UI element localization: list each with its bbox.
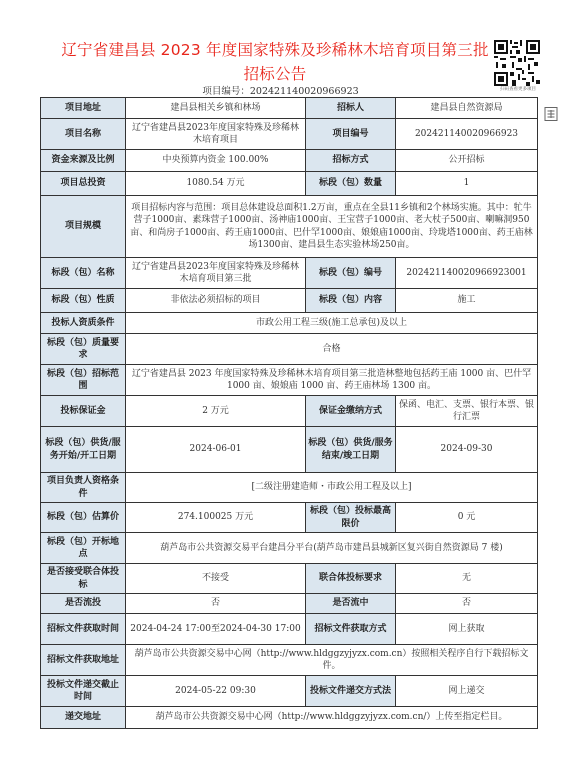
tenderer-label: 招标人 — [306, 98, 396, 119]
manager-value: [二级注册建造师・市政公用工程及以上] — [126, 473, 538, 503]
submit-method-value: 网上递交 — [396, 676, 538, 707]
ceiling-label: 标段（包）投标最高限价 — [306, 503, 396, 533]
range-label: 标段（包）招标范围 — [41, 365, 126, 396]
fund-label: 资金来源及比例 — [41, 150, 126, 172]
project-name-label: 项目名称 — [41, 119, 126, 150]
table-row — [41, 564, 538, 594]
estimate-value: 274.100025 万元 — [126, 503, 306, 533]
project-number: 202421140020966923 — [249, 86, 359, 97]
table-row — [41, 365, 538, 396]
submit-address-label: 递交地址 — [41, 707, 126, 729]
location-value: 建昌县相关乡镇和林场 — [126, 98, 306, 119]
start-date-label: 标段（包）供货/服务开始/开工日期 — [41, 427, 126, 473]
project-code-value: 202421140020966923 — [396, 119, 538, 150]
tenderer-value: 建昌县自然资源局 — [396, 98, 538, 119]
lot-name-value: 辽宁省建昌县2023年度国家特殊及珍稀林木培育项目第三批 — [126, 258, 306, 289]
method-label: 招标方式 — [306, 150, 396, 172]
table-row — [41, 473, 538, 503]
failed-award-value: 否 — [396, 594, 538, 614]
table-row — [41, 334, 538, 365]
scale-label: 项目规模 — [41, 196, 126, 258]
table-row — [41, 172, 538, 196]
opening-place-value: 葫芦岛市公共资源交易平台建昌分平台(葫芦岛市建昌县城新区复兴街自然资源局 7 楼) — [126, 533, 538, 564]
end-date-value: 2024-09-30 — [396, 427, 538, 473]
lot-nature-value: 非依法必须招标的项目 — [126, 289, 306, 313]
project-number-line — [0, 83, 561, 97]
page-title: 辽宁省建昌县 2023 年度国家特殊及珍稀林木培育项目第三批招标公告 — [61, 41, 489, 83]
deadline-label: 投标文件递交截止时间 — [41, 676, 126, 707]
end-date-label: 标段（包）供货/服务结束/竣工日期 — [306, 427, 396, 473]
doc-method-label: 招标文件获取方式 — [306, 614, 396, 645]
method-value: 公开招标 — [396, 150, 538, 172]
project-number-label: 项目编号： — [202, 86, 250, 97]
lot-count-label: 标段（包）数量 — [306, 172, 396, 196]
table-row — [41, 594, 538, 614]
failed-bid-value: 否 — [126, 594, 306, 614]
qualification-value: 市政公用工程三级(施工总承包)及以上 — [126, 313, 538, 334]
quality-label: 标段（包）质量要求 — [41, 334, 126, 365]
failed-bid-label: 是否流投 — [41, 594, 126, 614]
estimate-label: 标段（包）估算价 — [41, 503, 126, 533]
lot-content-value: 施工 — [396, 289, 538, 313]
table-row — [41, 676, 538, 707]
qr-caption: 扫码查看更多项目 — [500, 87, 536, 92]
deposit-value: 2 万元 — [126, 396, 306, 427]
deposit-label: 投标保证金 — [41, 396, 126, 427]
tender-info-table — [40, 97, 538, 729]
table-row — [41, 707, 538, 729]
lot-name-label: 标段（包）名称 — [41, 258, 126, 289]
lot-code-value: 202421140020966923001 — [396, 258, 538, 289]
qr-code-icon — [494, 40, 540, 86]
table-row — [41, 396, 538, 427]
lot-content-label: 标段（包）内容 — [306, 289, 396, 313]
opening-place-label: 标段（包）开标地点 — [41, 533, 126, 564]
consortium-req-value: 无 — [396, 564, 538, 594]
table-row — [41, 614, 538, 645]
deposit-method-label: 保证金缴纳方式 — [306, 396, 396, 427]
doc-address-value: 葫芦岛市公共资源交易中心网（http://www.hldggzyjyzx.com.cn）按照相关程序自行下载招标文件。 — [126, 645, 538, 676]
lot-nature-label: 标段（包）性质 — [41, 289, 126, 313]
table-row — [41, 98, 538, 119]
submit-method-label: 投标文件递交方式法 — [306, 676, 396, 707]
doc-address-label: 招标文件获取地址 — [41, 645, 126, 676]
table-row — [41, 533, 538, 564]
manager-label: 项目负责人资格条件 — [41, 473, 126, 503]
project-name-value: 辽宁省建昌县2023年度国家特殊及珍稀林木培育项目 — [126, 119, 306, 150]
table-row — [41, 119, 538, 150]
table-row — [41, 427, 538, 473]
table-row — [41, 258, 538, 289]
doc-time-label: 招标文件获取时间 — [41, 614, 126, 645]
qualification-label: 投标人资质条件 — [41, 313, 126, 334]
investment-label: 项目总投资 — [41, 172, 126, 196]
table-row — [41, 150, 538, 172]
doc-time-value: 2024-04-24 17:00至2024-04-30 17:00 — [126, 614, 306, 645]
quality-value: 合格 — [126, 334, 538, 365]
table-row — [41, 289, 538, 313]
document-icon[interactable] — [543, 106, 559, 122]
lot-count-value: 1 — [396, 172, 538, 196]
lot-code-label: 标段（包）编号 — [306, 258, 396, 289]
table-row — [41, 313, 538, 334]
range-value: 辽宁省建昌县 2023 年度国家特殊及珍稀林木培育项目第三批造林整地包括药王庙 1000 亩、巴什罕 1000 亩、娘娘庙 1000 亩、药王庙林场 1300 亩。 — [126, 365, 538, 396]
consortium-value: 不接受 — [126, 564, 306, 594]
start-date-value: 2024-06-01 — [126, 427, 306, 473]
deposit-method-value: 保函、电汇、支票、银行本票、银行汇票 — [396, 396, 538, 427]
table-row — [41, 503, 538, 533]
doc-method-value: 网上获取 — [396, 614, 538, 645]
failed-award-label: 是否流中 — [306, 594, 396, 614]
investment-value: 1080.54 万元 — [126, 172, 306, 196]
ceiling-value: 0 元 — [396, 503, 538, 533]
submit-address-value: 葫芦岛市公共资源交易中心网（http://www.hldggzyjyzx.com.cn/）上传至指定栏目。 — [126, 707, 538, 729]
project-code-label: 项目编号 — [306, 119, 396, 150]
consortium-req-label: 联合体投标要求 — [306, 564, 396, 594]
table-row — [41, 196, 538, 258]
location-label: 项目地址 — [41, 98, 126, 119]
deadline-value: 2024-05-22 09:30 — [126, 676, 306, 707]
scale-value: 项目招标内容与范围：项目总体建设总面积1.2万亩，重点在全县11乡镇和2个林场实施。其中：牤牛营子1000亩、素珠营子1000亩、汤神庙1000亩、王宝营子1000亩、老大杖子500亩、喇嘛洞950亩、和尚房子1000亩、药王庙1000亩、巴什罕1000亩、娘娘庙1000亩、玲珑塔1000亩、药王庙林场1300亩、建昌县生态实验林场250亩。 — [126, 196, 538, 258]
fund-value: 中央预算内资金 100.00% — [126, 150, 306, 172]
table-row — [41, 645, 538, 676]
consortium-label: 是否接受联合体投标 — [41, 564, 126, 594]
